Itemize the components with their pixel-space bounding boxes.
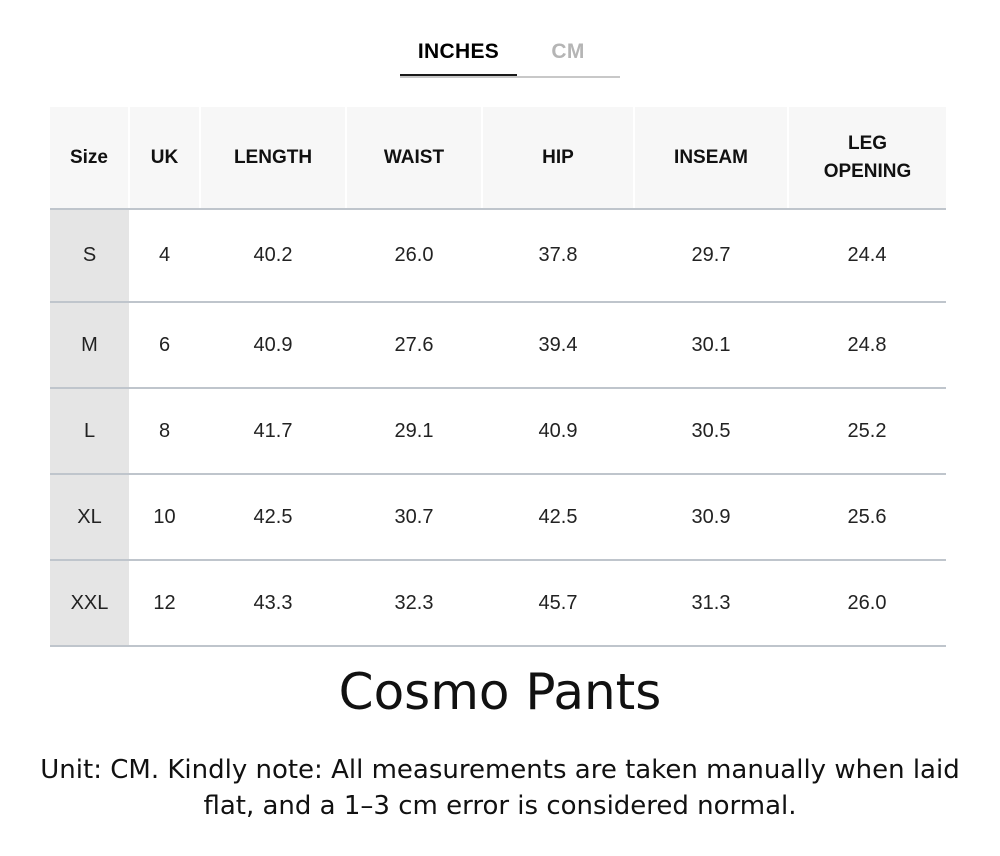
size-cell: M: [50, 302, 129, 388]
length-cell: 42.5: [200, 474, 346, 560]
size-cell: L: [50, 388, 129, 474]
table-header-row: [50, 107, 946, 209]
table-row: [50, 474, 946, 560]
table-row: [50, 302, 946, 388]
unit-toggle: [400, 28, 620, 78]
uk-cell: 12: [129, 560, 200, 646]
header-hip: HIP: [482, 107, 634, 209]
waist-cell: 26.0: [346, 209, 482, 302]
size-cell: XL: [50, 474, 129, 560]
table-row: [50, 560, 946, 646]
header-size: Size: [50, 107, 129, 209]
header-length: LENGTH: [200, 107, 346, 209]
leg-opening-cell: 24.4: [788, 209, 946, 302]
header-waist: WAIST: [346, 107, 482, 209]
size-cell: S: [50, 209, 129, 302]
waist-cell: 27.6: [346, 302, 482, 388]
uk-cell: 6: [129, 302, 200, 388]
header-leg-opening: LEG OPENING: [788, 107, 946, 209]
inseam-cell: 30.1: [634, 302, 788, 388]
size-cell: XXL: [50, 560, 129, 646]
measurement-note: Unit: CM. Kindly note: All measurements are taken manually when laid flat, and a 1–3 cm error is considered normal.: [40, 755, 960, 821]
leg-opening-cell: 25.6: [788, 474, 946, 560]
tab-cm[interactable]: CM: [551, 40, 585, 63]
size-chart-table: [50, 107, 946, 647]
uk-cell: 10: [129, 474, 200, 560]
product-title: Cosmo Pants: [338, 663, 662, 721]
uk-cell: 4: [129, 209, 200, 302]
header-uk: UK: [129, 107, 200, 209]
leg-opening-cell: 25.2: [788, 388, 946, 474]
length-cell: 43.3: [200, 560, 346, 646]
waist-cell: 30.7: [346, 474, 482, 560]
length-cell: 40.9: [200, 302, 346, 388]
waist-cell: 29.1: [346, 388, 482, 474]
table-row: [50, 388, 946, 474]
hip-cell: 39.4: [482, 302, 634, 388]
inseam-cell: 29.7: [634, 209, 788, 302]
tab-inches[interactable]: INCHES: [400, 28, 517, 76]
leg-opening-cell: 26.0: [788, 560, 946, 646]
hip-cell: 40.9: [482, 388, 634, 474]
header-inseam: INSEAM: [634, 107, 788, 209]
hip-cell: 37.8: [482, 209, 634, 302]
inseam-cell: 30.5: [634, 388, 788, 474]
inseam-cell: 31.3: [634, 560, 788, 646]
table-row: [50, 209, 946, 302]
inseam-cell: 30.9: [634, 474, 788, 560]
hip-cell: 42.5: [482, 474, 634, 560]
leg-opening-cell: 24.8: [788, 302, 946, 388]
hip-cell: 45.7: [482, 560, 634, 646]
uk-cell: 8: [129, 388, 200, 474]
length-cell: 41.7: [200, 388, 346, 474]
length-cell: 40.2: [200, 209, 346, 302]
waist-cell: 32.3: [346, 560, 482, 646]
